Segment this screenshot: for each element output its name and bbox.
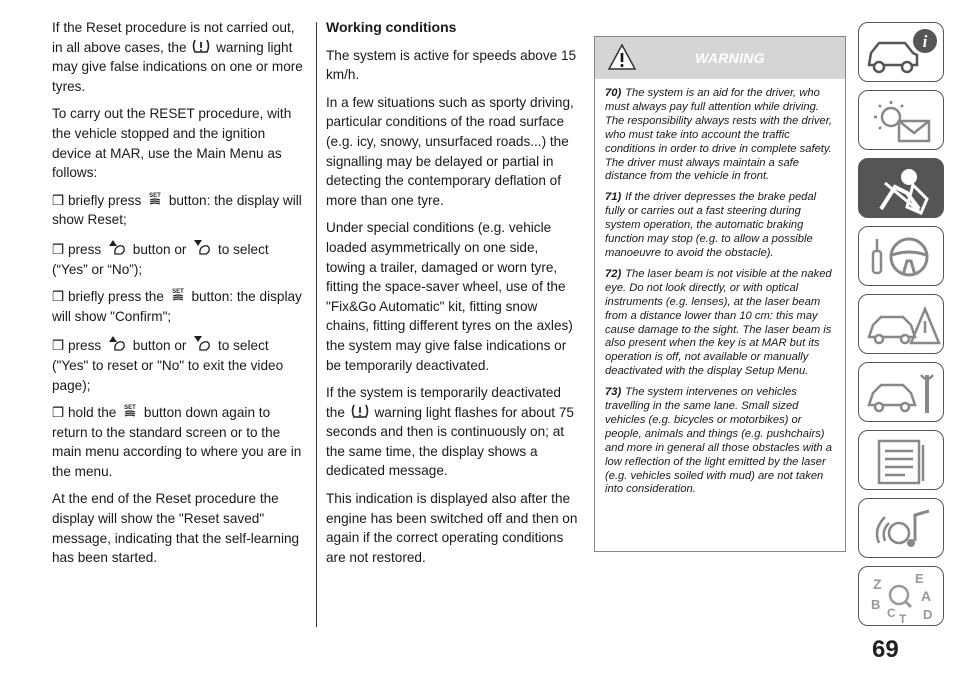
section-heading: Working conditions [326, 19, 457, 35]
warning-lights-icon [859, 91, 945, 151]
warning-item: 71) If the driver depresses the brake pedal fully or carries out a fast steering during system operation, the automatic braking function may stop (e.g. to allow a possible manoeuvre to avoid the obstacle). [605, 191, 817, 259]
emergency-tab[interactable] [858, 294, 944, 354]
bullet-box: ❒ [52, 338, 65, 354]
warning-header [595, 37, 845, 79]
svg-text:SET: SET [124, 405, 136, 412]
svg-text:T: T [899, 612, 907, 626]
svg-text:C: C [887, 606, 896, 620]
car-info-icon [859, 23, 945, 83]
paragraph-reset-end: At the end of the Reset procedure the display will show the "Reset saved" message, indicating that the self-learning has been started. [52, 491, 300, 566]
paragraph-indication: This indication is displayed also after the engine has been switched off and then on again if the correct operating conditions are not restored. [326, 491, 578, 565]
bullet-box: ❒ [52, 289, 65, 305]
vehicle-info-tab[interactable] [858, 22, 944, 82]
bullet-box: ❒ [52, 241, 65, 257]
step-press-up-down-select: ❒ press button or to select ("Yes" to reset or "No" to exit the video page); [52, 334, 308, 395]
step-press-up-down: ❒ press button or to select (“Yes” or “No”); [52, 238, 308, 279]
technical-data-tab[interactable] [858, 430, 944, 490]
maintenance-tab[interactable] [858, 362, 944, 422]
warning-item: 73) The system intervenes on vehicles travelling in the same lane. Small sized vehicles (e.g. bicycles or motorbikes) or people, animals and things (e.g. pushchairs) and more in general all those obstacles with a low reflection of the light emitted by the laser (e.g. vehicles soiled with mud) are not taken into consideration. [605, 386, 832, 496]
svg-text:Z: Z [873, 576, 882, 592]
svg-text:SET: SET [149, 192, 161, 199]
starting-driving-tab[interactable] [858, 226, 944, 286]
column-reset-procedure [52, 18, 308, 576]
warning-body [595, 79, 845, 497]
paragraph-speed: The system is active for speeds above 15 km/h. [326, 47, 577, 83]
page-number: 69 [872, 636, 899, 663]
down-button-icon [192, 238, 212, 256]
paragraph-deactivated: If the system is temporarily deactivated the warning light flashes for about 75 seconds and then is continuously on; at the same time, the display shows a dedicated message. [326, 385, 574, 479]
safety-tab[interactable] [858, 158, 944, 218]
set-button-icon [122, 403, 138, 419]
step-press-set-confirm: ❒ briefly press the SET button: the display will show "Confirm"; [52, 289, 302, 324]
step-hold-set: ❒ hold the SET button down again to return to the standard screen or to the main menu according to where you are in the menu. [52, 405, 302, 479]
column-working-conditions [326, 18, 578, 575]
multimedia-icon [859, 499, 945, 559]
warning-title: WARNING [695, 50, 765, 66]
alphabetical-index-icon [859, 567, 945, 627]
car-wrench-icon [859, 363, 945, 423]
tyre-pressure-warning-icon [192, 38, 210, 54]
document-list-icon [859, 431, 945, 491]
warning-item: 70) The system is an aid for the driver, who must always pay full attention while driving. The responsibility always rests with the driver, who must take into account the traffic conditions in order to drive in complete safety. The driver must always maintain a safe distance from the vehicle in front. [605, 87, 832, 183]
dashboard-lights-tab[interactable] [858, 90, 944, 150]
svg-text:A: A [921, 588, 932, 604]
emergency-car-icon [859, 295, 945, 355]
tyre-pressure-warning-icon [351, 403, 369, 419]
warning-box [594, 36, 846, 552]
airbag-seat-icon [859, 159, 945, 219]
svg-text:B: B [871, 597, 881, 612]
paragraph-situations: In a few situations such as sporty driving, particular conditions of the road surface (e.g. icy, snowy, unsurfaced roads...) the signalling may be delayed or partial in detecting the contemporary deflation of more than one tyre. [326, 94, 574, 208]
index-tab[interactable] [858, 566, 944, 626]
paragraph-special-conditions: Under special conditions (e.g. vehicle loaded asymmetrically on one side, towing a trailer, damaged or worn tyre, fitting the space-saver wheel, use of the "Fix&Go Automatic" kit, fitting snow chains, fitting different tyres on the axles) the system may give false indications or be temporarily deactivated. [326, 220, 573, 373]
svg-text:SET: SET [171, 289, 184, 296]
column-divider [316, 22, 317, 627]
set-button-icon [147, 191, 163, 207]
svg-text:E: E [915, 571, 924, 586]
paragraph-reset-how: To carry out the RESET procedure, with the vehicle stopped and the ignition device at MAR, use the Main Menu as follows: [52, 106, 292, 181]
steering-wheel-icon [859, 227, 945, 287]
bullet-box: ❒ [52, 405, 65, 421]
up-button-icon [107, 334, 127, 352]
step-press-set: ❒ briefly press SET button: the display will show Reset; [52, 192, 302, 228]
svg-text:i: i [922, 32, 928, 51]
svg-text:D: D [923, 607, 933, 622]
multimedia-tab[interactable] [858, 498, 944, 558]
bullet-box: ❒ [52, 192, 65, 208]
set-button-icon [170, 287, 186, 303]
up-button-icon [107, 238, 127, 256]
warning-item: 72) The laser beam is not visible at the naked eye. Do not look directly, or with optical instruments (e.g. lenses), at the laser beam from a distance lower than 10 cm: this may cause damage to the sight. The laser beam is also present when the key is at MAR but its operation is off, not available or manually deactivated with the display Setup Menu. [605, 267, 832, 378]
paragraph-reset-intro: If the Reset procedure is not carried out, in all above cases, the warning light may give false indications on one or more tyres. [52, 20, 303, 94]
down-button-icon [192, 334, 212, 352]
